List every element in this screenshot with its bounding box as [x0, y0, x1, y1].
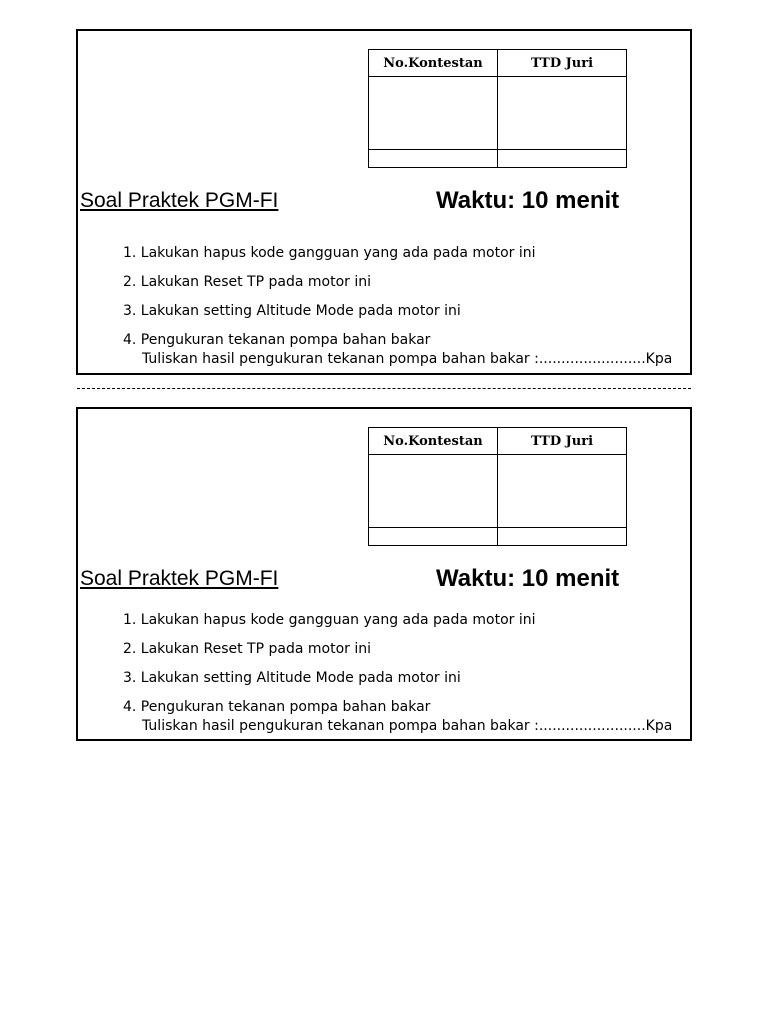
task-item-2: 2. Lakukan Reset TP pada motor ini: [123, 641, 372, 657]
task-item-1: 1. Lakukan hapus kode gangguan yang ada pada motor ini: [123, 245, 536, 261]
task-item-4-label: 4. Pengukuran tekanan pompa bahan bakar: [123, 699, 431, 715]
contestant-number-footer-cell: [369, 150, 498, 168]
cut-line: [77, 388, 691, 389]
task-item-4-answer-line[interactable]: Tuliskan hasil pengukuran tekanan pompa bahan bakar :........................Kpa: [142, 718, 673, 734]
task-list: [78, 611, 672, 736]
judge-signature-footer-cell: [498, 528, 627, 546]
task-item-4: [123, 698, 672, 736]
exam-card-2: [76, 407, 692, 741]
judge-signature-footer-cell: [498, 150, 627, 168]
exam-card-1: [76, 29, 692, 375]
contestant-number-cell[interactable]: [369, 455, 498, 528]
judge-signature-header: TTD Juri: [498, 428, 627, 455]
task-item-3: 3. Lakukan setting Altitude Mode pada motor ini: [123, 303, 461, 319]
task-item-4-label: 4. Pengukuran tekanan pompa bahan bakar: [123, 332, 431, 348]
contestant-number-header: No.Kontestan: [369, 50, 498, 77]
exam-title: Soal Praktek PGM-FI: [80, 189, 279, 212]
judge-signature-cell[interactable]: [498, 77, 627, 150]
task-item-4: [123, 331, 672, 369]
time-limit: Waktu: 10 menit: [436, 565, 620, 592]
signature-table: [368, 49, 627, 168]
time-limit: Waktu: 10 menit: [436, 187, 620, 214]
task-item-1: 1. Lakukan hapus kode gangguan yang ada pada motor ini: [123, 612, 536, 628]
task-item-2: 2. Lakukan Reset TP pada motor ini: [123, 274, 372, 290]
task-list: [78, 244, 672, 369]
judge-signature-cell[interactable]: [498, 455, 627, 528]
signature-table: [368, 427, 627, 546]
judge-signature-header: TTD Juri: [498, 50, 627, 77]
task-item-4-answer-line[interactable]: Tuliskan hasil pengukuran tekanan pompa bahan bakar :........................Kpa: [142, 351, 673, 367]
exam-title: Soal Praktek PGM-FI: [80, 567, 279, 590]
task-item-3: 3. Lakukan setting Altitude Mode pada motor ini: [123, 670, 461, 686]
contestant-number-cell[interactable]: [369, 77, 498, 150]
contestant-number-footer-cell: [369, 528, 498, 546]
contestant-number-header: No.Kontestan: [369, 428, 498, 455]
